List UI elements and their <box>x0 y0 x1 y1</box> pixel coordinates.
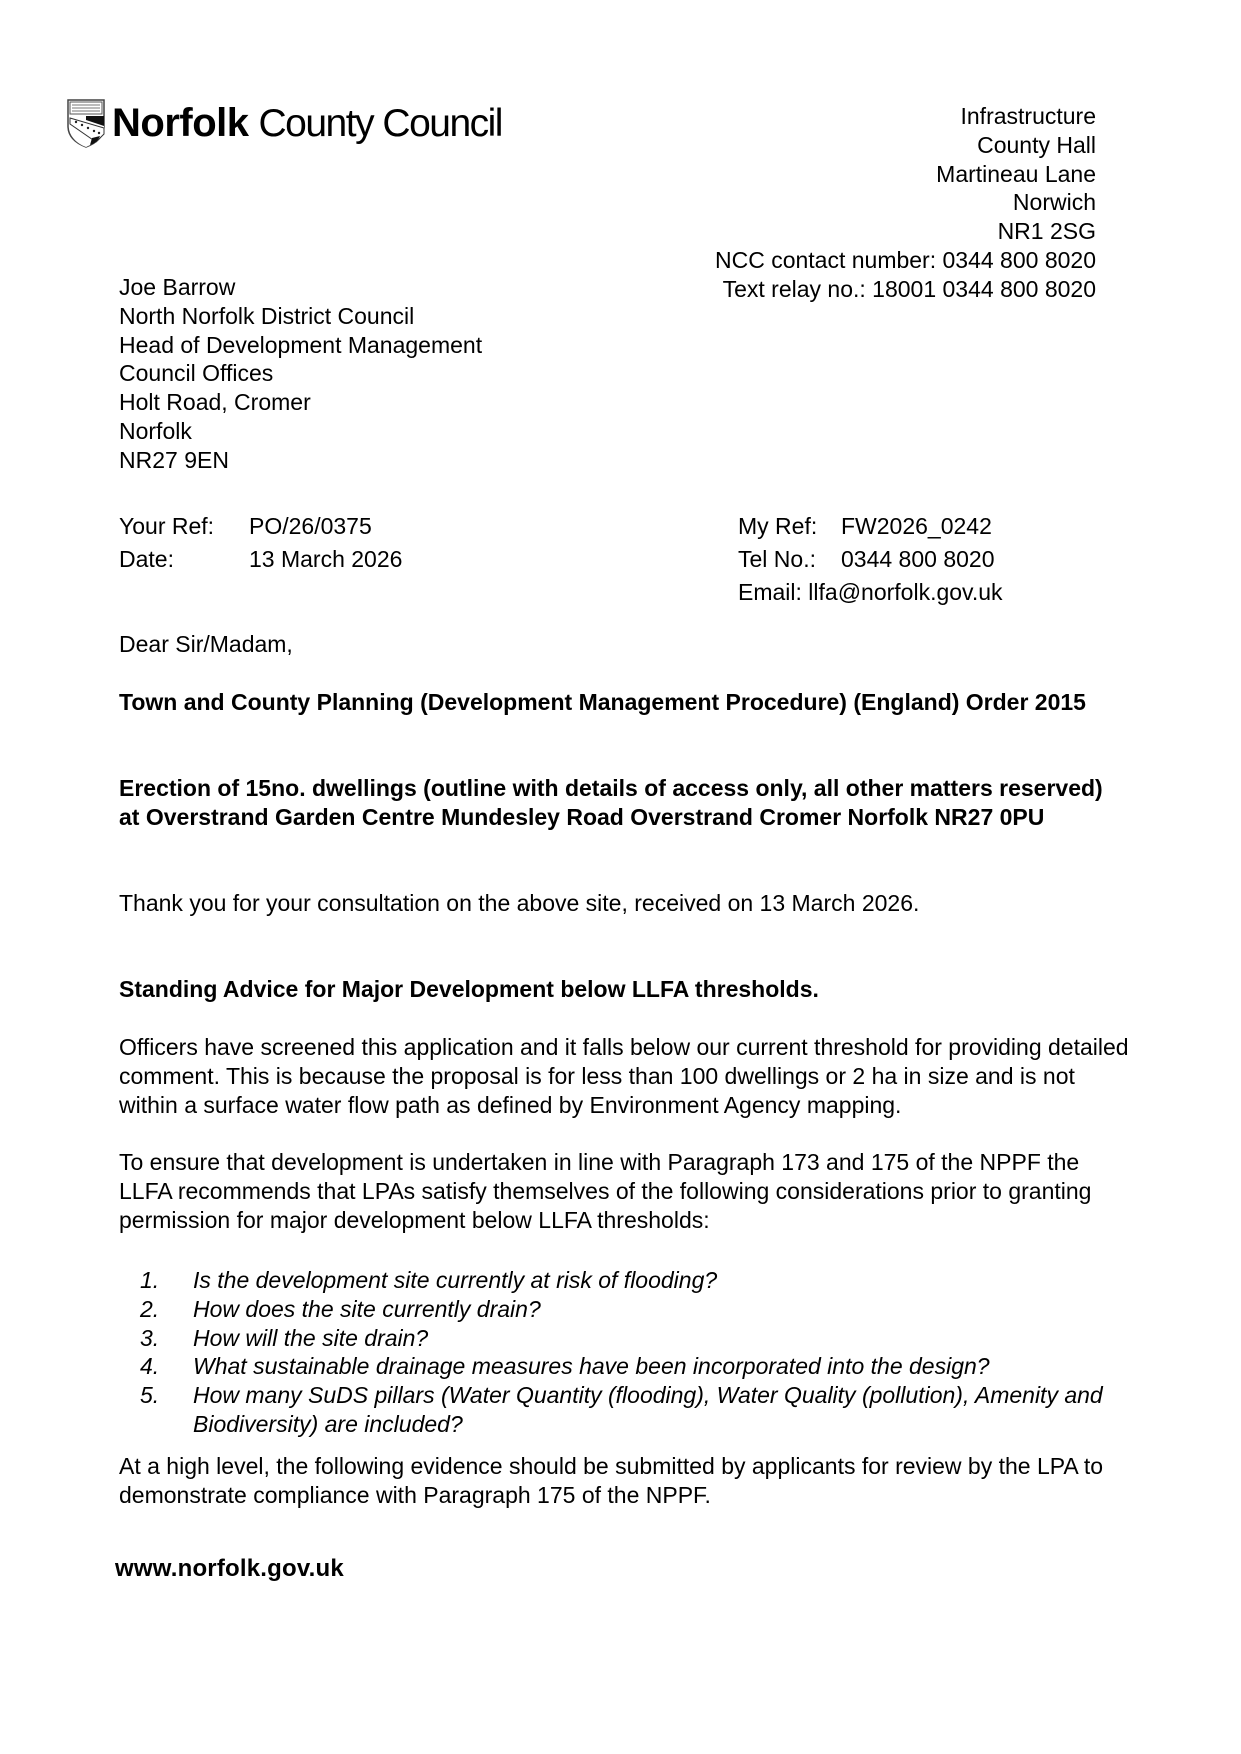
list-number: 1. <box>140 1267 160 1293</box>
sender-address-line: NR1 2SG <box>997 218 1096 245</box>
screened-paragraph: Officers have screened this application and it falls below our current threshold for providing detailed comment. This is because the proposal is for less than 100 dwellings or 2 ha in size and is not within a surface water flow path as defined by Environment Agency mapping. <box>119 1034 1129 1118</box>
sender-address-line: Infrastructure <box>960 103 1096 129</box>
considerations-list <box>140 1266 1130 1439</box>
list-item <box>140 1295 1130 1324</box>
list-number: 2. <box>140 1295 160 1322</box>
list-text: What sustainable drainage measures have been incorporated into the design? <box>193 1353 990 1380</box>
logo-name-bold: Norfolk <box>112 101 249 145</box>
recipient-postcode: NR27 9EN <box>119 446 229 473</box>
evidence-paragraph: At a high level, the following evidence should be submitted by applicants for review by the LPA to demonstrate compliance with Paragraph 175 of the NPPF. <box>119 1453 1104 1508</box>
heading-proposal: Erection of 15no. dwellings (outline with details of access only, all other matters reserved) at Overstrand Garden Centre Mundesley Road Overstrand Cromer Norfolk NR27 0PU <box>119 775 1103 830</box>
sender-text-relay: Text relay no.: 18001 0344 800 8020 <box>722 275 1096 302</box>
recipient-name: Joe Barrow <box>119 274 236 300</box>
list-item <box>140 1352 1130 1381</box>
list-number: 3. <box>140 1324 160 1351</box>
list-text: How will the site drain? <box>193 1324 429 1351</box>
sender-address-line: County Hall <box>977 131 1096 158</box>
shield-crest-icon <box>66 98 106 148</box>
recipient-address-line: Head of Development Management <box>119 331 483 358</box>
tel-value: 0344 800 8020 <box>841 546 995 572</box>
recipient-address-line: Holt Road, Cromer <box>119 389 311 416</box>
list-text: How does the site currently drain? <box>193 1295 541 1322</box>
list-text: How many SuDS pillars (Water Quantity (flooding), Water Quality (pollution), Amenity and Biodiversity) are included? <box>193 1382 1103 1437</box>
list-number: 4. <box>140 1353 160 1380</box>
recipient-address-line: Council Offices <box>119 360 274 387</box>
recipient-address-line: North Norfolk District Council <box>119 302 415 329</box>
date-value: 13 March 2026 <box>249 546 403 572</box>
my-ref-row <box>738 510 1003 543</box>
list-text: Is the development site currently at risk of flooding? <box>193 1267 718 1293</box>
thanks-paragraph: Thank you for your consultation on the above site, received on 13 March 2026. <box>119 890 920 916</box>
norfolk-county-council-logo <box>66 98 502 148</box>
recipient-address-line: Norfolk <box>119 417 192 444</box>
list-item <box>140 1324 1130 1353</box>
logo-name-regular: County Council <box>258 101 502 145</box>
date-row <box>119 543 402 576</box>
your-ref-label: Your Ref: <box>119 513 215 539</box>
sender-address-line: Martineau Lane <box>936 160 1096 187</box>
sender-address-line: Norwich <box>1012 189 1096 216</box>
reference-block-right <box>738 510 1003 609</box>
heading-order: Town and County Planning (Development Management Procedure) (England) Order 2015 <box>119 689 1086 715</box>
salutation: Dear Sir/Madam, <box>119 631 293 657</box>
section-heading: Standing Advice for Major Development below LLFA thresholds. <box>119 976 819 1002</box>
your-ref-value: PO/26/0375 <box>249 513 372 539</box>
website-link[interactable]: www.norfolk.gov.uk <box>115 1555 344 1582</box>
tel-label: Tel No.: <box>738 546 816 572</box>
your-ref-row <box>119 510 402 543</box>
list-item <box>140 1266 1130 1295</box>
sender-contact-number: NCC contact number: 0344 800 8020 <box>714 246 1096 273</box>
my-ref-label: My Ref: <box>738 513 818 539</box>
email-row: Email: llfa@norfolk.gov.uk <box>738 579 1003 605</box>
sender-address <box>715 102 1096 304</box>
list-number: 5. <box>140 1382 160 1409</box>
recipient-address <box>119 273 482 475</box>
date-label: Date: <box>119 546 174 572</box>
tel-row <box>738 543 1003 576</box>
ensure-paragraph: To ensure that development is undertaken in line with Paragraph 173 and 175 of the NPPF the LLFA recommends that LPAs satisfy themselves of the following considerations prior to granting permission for major development below LLFA thresholds: <box>119 1149 1092 1233</box>
my-ref-value: FW2026_0242 <box>841 513 992 539</box>
reference-block-left <box>119 510 402 576</box>
list-item <box>140 1381 1130 1439</box>
